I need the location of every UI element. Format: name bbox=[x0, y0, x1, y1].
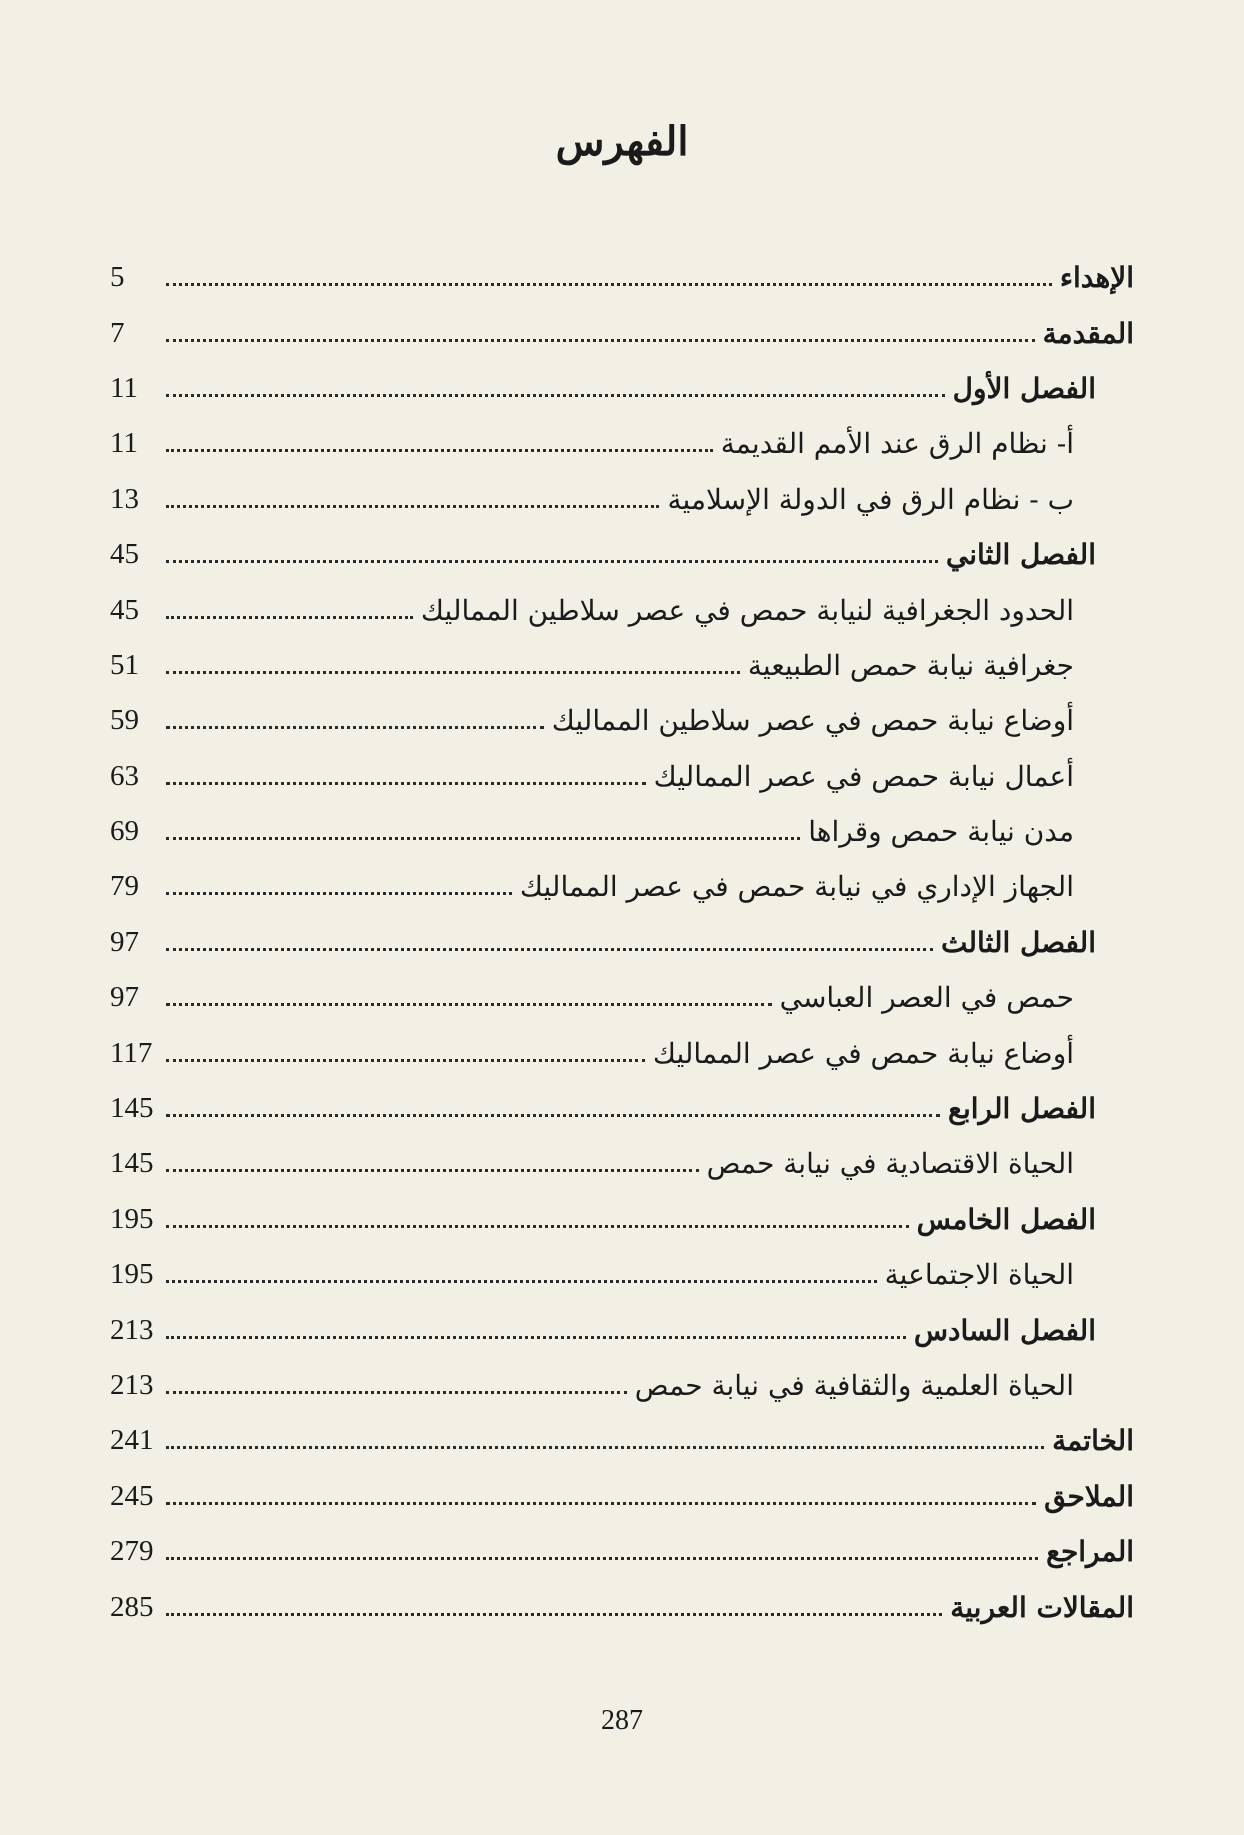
toc-entry bbox=[0, 804, 1244, 859]
dot-leader bbox=[166, 1114, 940, 1117]
toc-entry-label: المقالات العربية bbox=[950, 1590, 1134, 1624]
dot-leader bbox=[166, 671, 740, 674]
dot-leader bbox=[166, 726, 544, 729]
toc-entry bbox=[0, 250, 1244, 305]
toc-entry-page: 51 bbox=[110, 648, 139, 681]
toc-entry bbox=[0, 1247, 1244, 1302]
dot-leader bbox=[166, 1059, 645, 1062]
dot-leader bbox=[166, 283, 1052, 286]
toc-entry-label: ب - نظام الرق في الدولة الإسلامية bbox=[667, 482, 1074, 516]
dot-leader bbox=[166, 1557, 1038, 1560]
toc-entry bbox=[0, 1579, 1244, 1634]
dot-leader bbox=[166, 394, 945, 397]
toc-entry-page: 45 bbox=[110, 593, 139, 626]
dot-leader bbox=[166, 1446, 1044, 1449]
toc-entry-label: الخاتمة bbox=[1052, 1424, 1134, 1458]
dot-leader bbox=[166, 1225, 909, 1228]
toc-entry-label: المقدمة bbox=[1042, 316, 1134, 350]
toc-entry bbox=[0, 361, 1244, 416]
toc-entry-label: الفصل الخامس bbox=[916, 1202, 1096, 1236]
toc-entry-label: الإهداء bbox=[1059, 261, 1134, 295]
toc-entry-label: الملاحق bbox=[1044, 1479, 1134, 1513]
toc-entry bbox=[0, 970, 1244, 1025]
toc-entry-page: 213 bbox=[110, 1313, 154, 1346]
toc-entry bbox=[0, 859, 1244, 914]
dot-leader bbox=[166, 339, 1035, 342]
toc-entry-label: الحياة الاجتماعية bbox=[884, 1258, 1074, 1292]
page-title: الفهرس bbox=[555, 118, 689, 165]
page-number: 287 bbox=[601, 1705, 643, 1736]
dot-leader bbox=[166, 616, 413, 619]
toc-entry-label: المراجع bbox=[1046, 1535, 1134, 1569]
toc-entry-page: 79 bbox=[110, 870, 139, 903]
toc-entry-label: حمص في العصر العباسي bbox=[779, 981, 1074, 1015]
toc-entry bbox=[0, 693, 1244, 748]
toc-entry bbox=[0, 1025, 1244, 1080]
toc-entry bbox=[0, 305, 1244, 360]
dot-leader bbox=[166, 1169, 699, 1172]
toc-entry-page: 145 bbox=[110, 1092, 154, 1125]
toc-entry-page: 195 bbox=[110, 1202, 154, 1235]
toc-entry-label: الجهاز الإداري في نيابة حمص في عصر المماليك bbox=[519, 870, 1074, 904]
toc-entry-page: 245 bbox=[110, 1479, 154, 1512]
toc-entry-page: 5 bbox=[110, 261, 125, 294]
toc-entry-page: 59 bbox=[110, 704, 139, 737]
dot-leader bbox=[166, 782, 646, 785]
toc-entry-label: أ- نظام الرق عند الأمم القديمة bbox=[720, 427, 1074, 461]
toc-entry-page: 11 bbox=[110, 427, 138, 460]
toc-entry-label: الفصل الثاني bbox=[945, 538, 1096, 572]
toc-entry-label: الحدود الجغرافية لنيابة حمص في عصر سلاطين المماليك bbox=[420, 593, 1074, 627]
toc-entry-page: 241 bbox=[110, 1424, 154, 1457]
toc-entry bbox=[0, 582, 1244, 637]
toc-entry-page: 285 bbox=[110, 1590, 154, 1623]
toc-entry-label: الفصل الرابع bbox=[948, 1092, 1096, 1126]
toc-entry-page: 69 bbox=[110, 815, 139, 848]
toc-entry-label: أعمال نيابة حمص في عصر المماليك bbox=[653, 759, 1074, 793]
toc-entry-label: أوضاع نيابة حمص في عصر سلاطين المماليك bbox=[551, 704, 1074, 738]
toc-entry bbox=[0, 1413, 1244, 1468]
toc-entry-page: 145 bbox=[110, 1147, 154, 1180]
toc-entry bbox=[0, 1302, 1244, 1357]
toc-entry-label: الحياة الاقتصادية في نيابة حمص bbox=[706, 1147, 1074, 1181]
toc-entry-label: أوضاع نيابة حمص في عصر المماليك bbox=[652, 1036, 1074, 1070]
dot-leader bbox=[166, 948, 933, 951]
toc-entry bbox=[0, 1192, 1244, 1247]
toc-entry-page: 195 bbox=[110, 1258, 154, 1291]
toc-entry bbox=[0, 915, 1244, 970]
toc-entry-page: 117 bbox=[110, 1036, 153, 1069]
dot-leader bbox=[166, 1391, 627, 1394]
toc-entry-label: الفصل السادس bbox=[913, 1313, 1096, 1347]
dot-leader bbox=[166, 449, 713, 452]
toc-entry-page: 97 bbox=[110, 981, 139, 1014]
toc-entry-label: مدن نيابة حمص وقراها bbox=[808, 815, 1074, 849]
toc-entry bbox=[0, 749, 1244, 804]
toc-entry-page: 213 bbox=[110, 1369, 154, 1401]
dot-leader bbox=[166, 892, 512, 895]
dot-leader bbox=[166, 505, 659, 508]
toc-entry-label: الحياة العلمية والثقافية في نيابة حمص bbox=[634, 1369, 1074, 1402]
dot-leader bbox=[166, 1613, 942, 1616]
toc-entry-page: 63 bbox=[110, 759, 139, 792]
toc-entry-page: 11 bbox=[110, 371, 138, 404]
toc-entry-page: 97 bbox=[110, 925, 139, 958]
dot-leader bbox=[166, 560, 938, 563]
toc-entry-label: الفصل الثالث bbox=[940, 925, 1096, 959]
toc-entry bbox=[0, 472, 1244, 527]
dot-leader bbox=[166, 837, 800, 840]
toc-entry bbox=[0, 1469, 1244, 1524]
toc-entry bbox=[0, 1524, 1244, 1579]
dot-leader bbox=[166, 1502, 1036, 1505]
toc-entry bbox=[0, 1358, 1244, 1413]
toc-entry-label: الفصل الأول bbox=[952, 371, 1096, 405]
toc-entry-page: 7 bbox=[110, 316, 125, 349]
toc-entry-page: 279 bbox=[110, 1535, 154, 1568]
toc-entry bbox=[0, 638, 1244, 693]
toc-entry-page: 45 bbox=[110, 538, 139, 571]
toc-entry bbox=[0, 416, 1244, 471]
toc-entry bbox=[0, 1081, 1244, 1136]
dot-leader bbox=[166, 1003, 772, 1006]
toc-entry-label: جغرافية نيابة حمص الطبيعية bbox=[747, 648, 1074, 682]
dot-leader bbox=[166, 1280, 877, 1283]
toc-entry bbox=[0, 527, 1244, 582]
toc-entry bbox=[0, 1136, 1244, 1191]
table-of-contents bbox=[0, 250, 1244, 1635]
dot-leader bbox=[166, 1336, 906, 1339]
toc-entry-page: 13 bbox=[110, 482, 139, 515]
